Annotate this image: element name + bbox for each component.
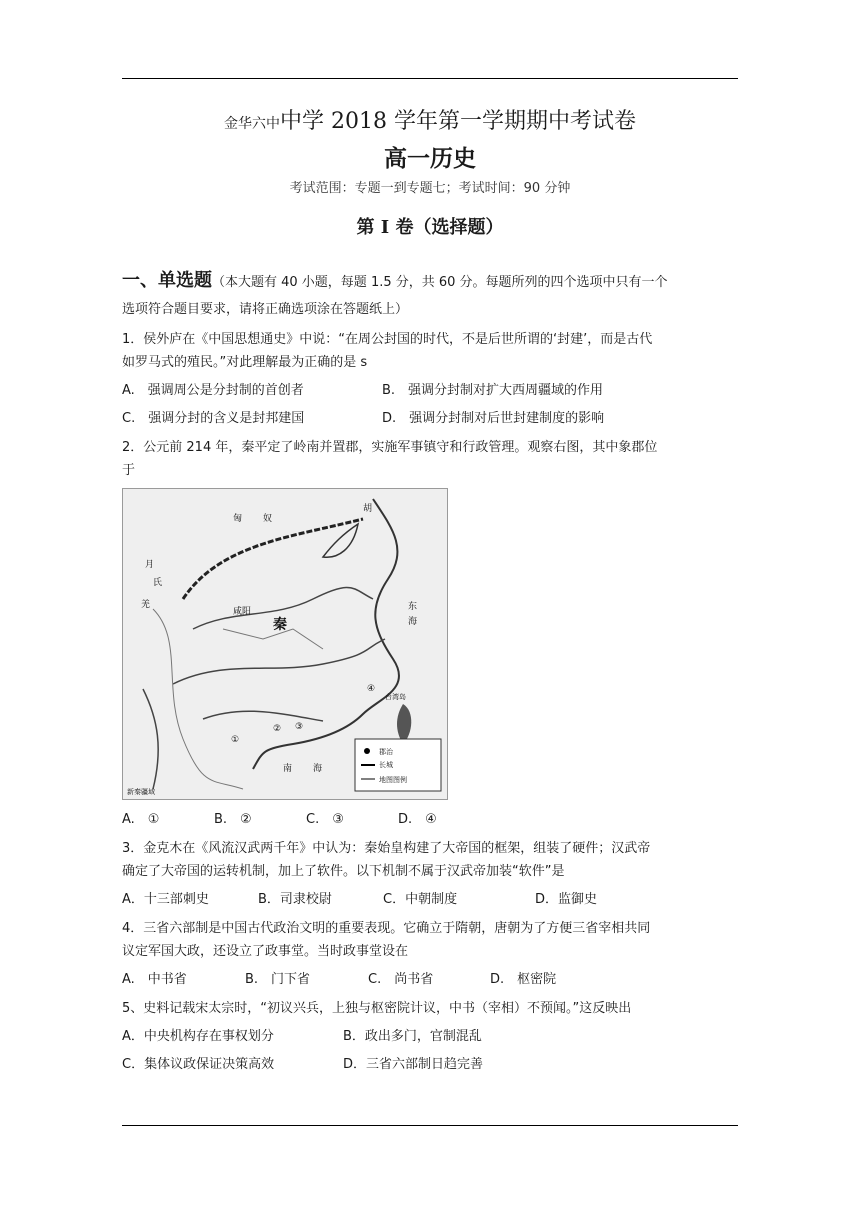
exam-title-text: 中学 2018 学年第一学期期中考试卷 xyxy=(280,109,636,134)
section-note-1: （本大题有 40 小题，每题 1.5 分，共 60 分。每题所列的四个选项中只有一个 xyxy=(212,275,668,290)
map-marker-1: ① xyxy=(231,735,240,745)
map-label-east-2: 海 xyxy=(408,617,418,627)
exam-scope: 考试范围：专题一到专题七；考试时间：90 分钟 xyxy=(289,181,571,196)
map-label-xiongnu-1: 匈 xyxy=(233,514,243,524)
question-5-option-d: D．三省六部制日趋完善 xyxy=(343,1057,484,1072)
question-1-option-a: A. 强调周公是分封制的首创者 xyxy=(122,383,304,398)
question-1-option-c: C. 强调分封的含义是封邦建国 xyxy=(122,411,305,426)
map-label-taiwan: 台湾岛 xyxy=(385,693,406,701)
question-4-option-d: D. 枢密院 xyxy=(490,972,557,987)
question-3-option-b: B．司隶校尉 xyxy=(258,892,332,907)
section-note-2: 选项符合题目要求，请将正确选项涂在答题纸上） xyxy=(122,302,409,317)
question-5-option-c: C．集体议政保证决策高效 xyxy=(122,1057,275,1072)
legend-capital: 郡治 xyxy=(379,748,393,756)
section-title: 一、单选题 xyxy=(122,270,212,291)
qin-map xyxy=(123,489,447,799)
qin-map-figure xyxy=(122,488,448,800)
question-4-option-b: B. 门下省 xyxy=(245,972,311,987)
question-4-option-a: A. 中书省 xyxy=(122,972,187,987)
question-2-option-c: C. ③ xyxy=(306,812,344,827)
question-3-stem-1: 3．金克木在《风流汉武两千年》中认为：秦始皇构建了大帝国的框架，组装了硬件；汉武帝 xyxy=(122,841,651,856)
map-label-hu: 胡 xyxy=(363,504,373,514)
question-3-option-c: C．中朝制度 xyxy=(383,892,458,907)
map-label-yue: 月 xyxy=(145,560,155,570)
question-3-option-a: A．十三部刺史 xyxy=(122,892,209,907)
exam-title xyxy=(0,104,860,135)
legend-note: 地图图例 xyxy=(379,776,407,784)
question-5-option-b: B．政出多门，官制混乱 xyxy=(343,1029,482,1044)
section-heading xyxy=(122,266,668,292)
question-3-stem-2: 确定了大帝国的运转机制，加上了软件。以下机制不属于汉武帝加装“软件”是 xyxy=(122,864,565,879)
question-2-stem-2: 于 xyxy=(122,463,136,478)
question-1-stem-1: 1．侯外庐在《中国思想通史》中说：“在周公封国的时代，不是后世所谓的‘封建’，而是古代 xyxy=(122,332,653,347)
map-marker-3: ③ xyxy=(295,722,304,732)
subject-title: 高一历史 xyxy=(384,145,476,172)
question-2-option-b: B. ② xyxy=(214,812,252,827)
question-2-stem-1: 2．公元前 214 年，秦平定了岭南并置郡，实施军事镇守和行政管理。观察右图，其中象郡位 xyxy=(122,440,658,455)
question-5-option-a: A．中央机构存在事权划分 xyxy=(122,1029,274,1044)
map-label-qin: 秦 xyxy=(273,617,287,633)
question-2-option-d: D. ④ xyxy=(398,812,437,827)
question-2-option-a: A. ① xyxy=(122,812,160,827)
map-label-south-1: 南 xyxy=(283,764,293,774)
map-label-east-1: 东 xyxy=(408,602,418,612)
map-label-xiongnu-2: 奴 xyxy=(263,514,273,524)
map-label-xianyang: 咸阳 xyxy=(233,607,252,617)
question-1-option-b: B. 强调分封制对扩大西周疆域的作用 xyxy=(382,383,604,398)
question-4-option-c: C. 尚书省 xyxy=(368,972,434,987)
question-5-stem-1: 5、史料记载宋太宗时，“初议兴兵，上独与枢密院计议，中书（宰相）不预闻。”这反映出 xyxy=(122,1001,632,1016)
question-3-option-d: D．监御史 xyxy=(535,892,598,907)
question-1-stem-2: 如罗马式的殖民。”对此理解最为正确的是 s xyxy=(122,355,368,370)
map-caption: 新秦疆域 xyxy=(127,788,155,796)
bottom-rule xyxy=(122,1125,738,1126)
map-label-south-2: 海 xyxy=(313,764,323,774)
question-4-stem-1: 4．三省六部制是中国古代政治文明的重要表现。它确立于隋朝，唐朝为了方便三省宰相共同 xyxy=(122,921,651,936)
top-rule xyxy=(122,78,738,79)
school-name: 金华六中 xyxy=(224,116,280,132)
legend-great-wall: 长城 xyxy=(379,761,393,769)
map-marker-2: ② xyxy=(273,724,282,734)
map-marker-4: ④ xyxy=(367,684,376,694)
map-label-qiang: 羌 xyxy=(141,600,151,610)
question-4-stem-2: 议定军国大政，还设立了政事堂。当时政事堂设在 xyxy=(122,944,409,959)
question-1-option-d: D. 强调分封制对后世封建制度的影响 xyxy=(382,411,605,426)
volume-title: 第 I 卷（选择题） xyxy=(356,217,504,238)
map-label-shi: 氏 xyxy=(153,578,163,588)
